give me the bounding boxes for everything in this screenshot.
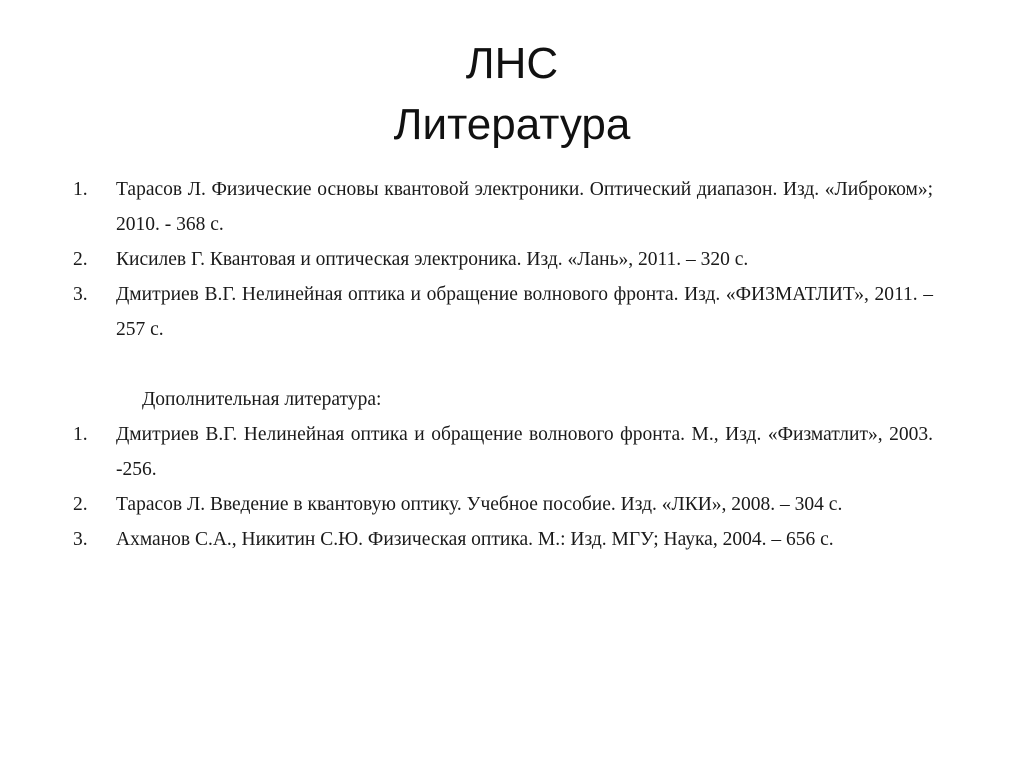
ref-text: Кисилев Г. Квантовая и оптическая электроника. Изд. «Лань», 2011. – 320 с. [116,249,749,270]
additional-ref-item [73,487,933,522]
ref-number: 2. [73,249,88,270]
slide-title [0,33,1024,155]
ref-text: Дмитриев В.Г. Нелинейная оптика и обращение волнового фронта. Изд. «ФИЗМАТЛИТ», 2011. – 257 с. [116,284,933,340]
additional-literature-heading: Дополнительная литература: [142,389,382,410]
title-line-abbrev: ЛНС [465,39,559,88]
main-ref-item [73,277,933,347]
additional-ref-item [73,417,933,487]
reference-body [73,172,933,557]
ref-number: 1. [73,424,88,445]
main-ref-item [73,172,933,242]
ref-number: 3. [73,529,88,550]
section-spacer [73,347,933,382]
ref-number: 3. [73,284,88,305]
ref-number: 2. [73,494,88,515]
ref-text: Тарасов Л. Введение в квантовую оптику. Учебное пособие. Изд. «ЛКИ», 2008. – 304 с. [116,494,843,515]
ref-text: Дмитриев В.Г. Нелинейная оптика и обращение волнового фронта. М., Изд. «Физматлит», 2003. -256. [116,424,933,480]
ref-number: 1. [73,179,88,200]
additional-ref-item [73,522,933,557]
ref-text: Тарасов Л. Физические основы квантовой электроники. Оптический диапазон. Изд. «Либроком»; 2010. - 368 с. [116,179,933,235]
main-ref-item [73,242,933,277]
title-line-literature: Литература [393,100,631,149]
ref-text: Ахманов С.А., Никитин С.Ю. Физическая оптика. М.: Изд. МГУ; Наука, 2004. – 656 с. [116,529,834,550]
